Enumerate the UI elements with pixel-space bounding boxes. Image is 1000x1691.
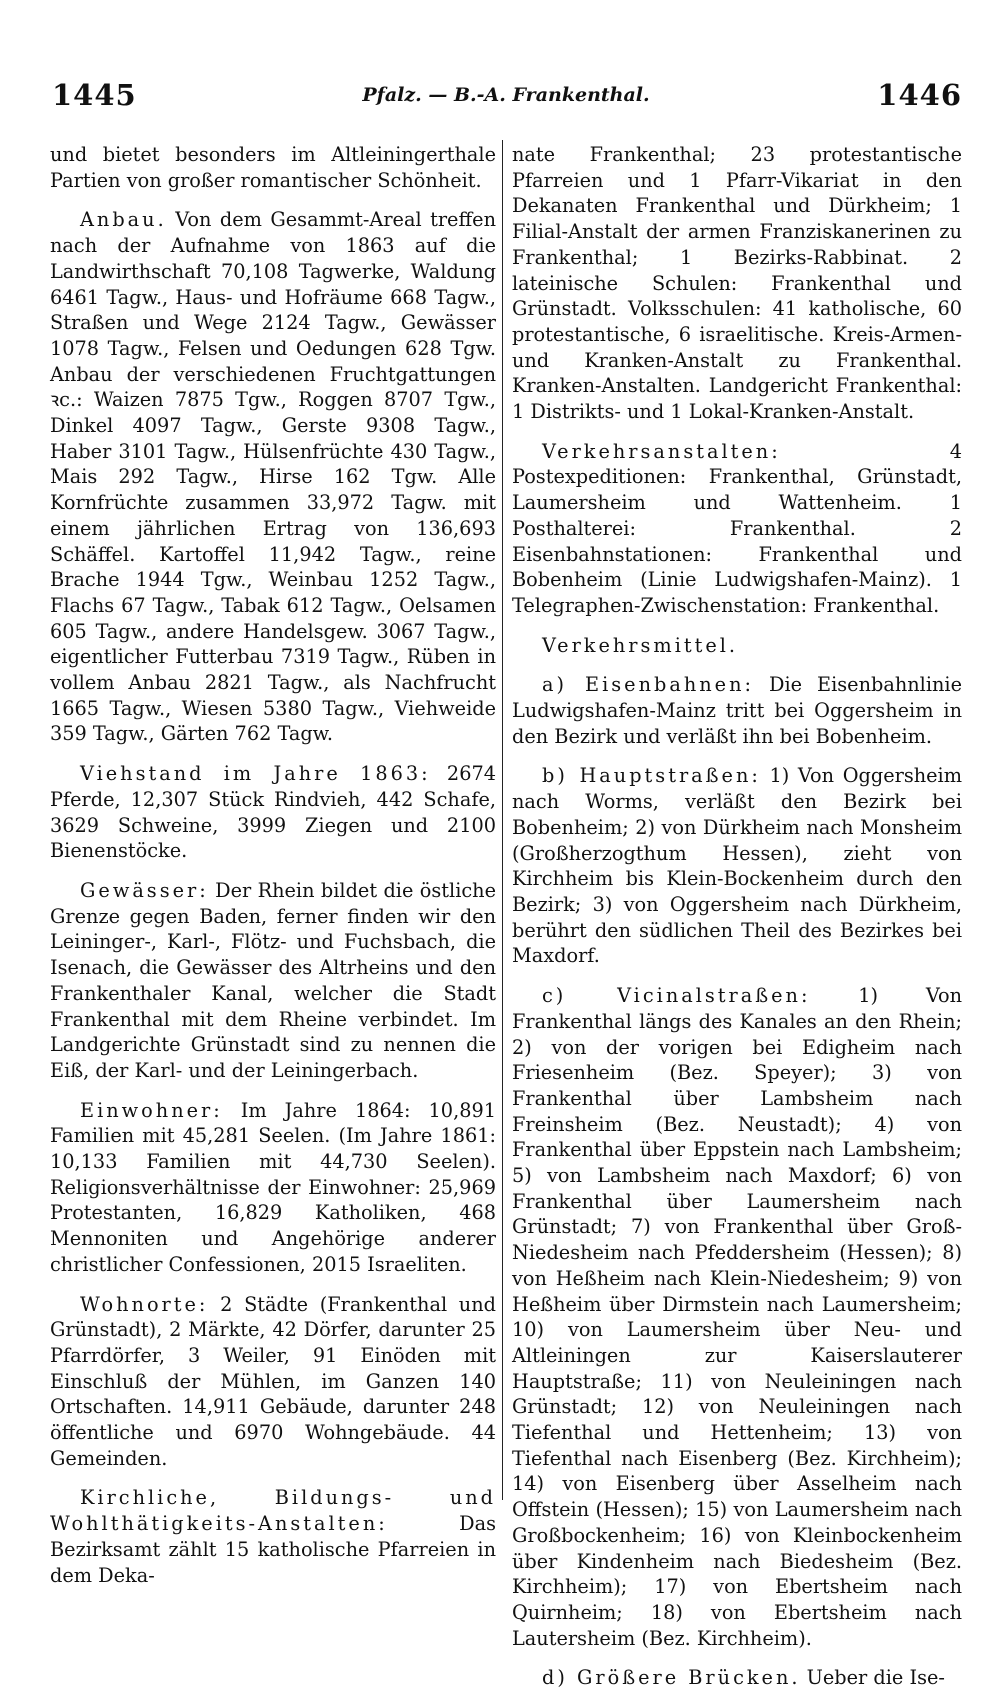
section-heading: Kirchliche, Bildungs- und Wohlthätigkeits-Anstalten: bbox=[50, 1486, 496, 1536]
section-text: Im Jahre 1864: 10,891 Familien mit 45,281 Seelen. (Im Jahre 1861: 10,133 Familien mit 44,730 Seelen). Religionsverhältnisse der Einwohner: 25,969 Protestanten, 16,829 Katholiken, 468 Mennoniten und Angehörige anderer christlicher Confessionen, 2015 Israeliten. bbox=[50, 1098, 496, 1276]
running-title: Pfalz. — B.-A. Frankenthal. bbox=[362, 84, 650, 106]
section-text: 4 Postexpeditionen: Frankenthal, Grünstadt, Laumersheim und Wattenheim. 1 Posthalterei: Frankenthal. 2 Eisenbahnstationen: Frankenthal und Bobenheim (Linie Ludwigshafen-Mainz). 1 Telegraphen-Zwischenstation: Frankenthal. bbox=[512, 439, 962, 617]
paragraph-wohnorte bbox=[50, 1292, 496, 1472]
page-number-left: 1445 bbox=[52, 78, 137, 112]
section-heading: Verkehrsanstalten: bbox=[542, 439, 781, 463]
section-text: Das Bezirksamt zählt 15 katholische Pfarreien in dem Deka- bbox=[50, 1512, 496, 1587]
paragraph-vicinalstrassen bbox=[512, 983, 962, 1651]
section-heading: c) Vicinalstraßen: bbox=[542, 984, 811, 1008]
left-column bbox=[50, 142, 496, 1588]
section-heading: d) Größere Brücken. bbox=[542, 1666, 801, 1690]
paragraph-viehstand bbox=[50, 761, 496, 864]
right-column bbox=[512, 142, 962, 1691]
section-heading: Wohnorte: bbox=[80, 1292, 209, 1316]
section-text: 1) Von Oggersheim nach Worms, verläßt den Bezirk bei Bobenheim; 2) von Dürkheim nach Monsheim (Großherzogthum Hessen), zieht von Kirchheim bis Klein-Bockenheim durch den Bezirk; 3) von Oggersheim nach Dürkheim, berührt den südlichen Theil des Bezirkes bei Maxdorf. bbox=[512, 764, 963, 968]
paragraph-bruecken bbox=[512, 1665, 962, 1691]
section-heading: b) Hauptstraßen: bbox=[542, 764, 761, 788]
paragraph-einwohner bbox=[50, 1098, 496, 1278]
section-text: Der Rhein bildet die östliche Grenze gegen Baden, ferner finden wir den Leininger-, Karl-, Flötz- und Fuchsbach, die Isenach, die Gewässer des Altrheins und den Frankenthaler Kanal, welcher die Stadt Frankenthal mit dem Rheine verbindet. Im Landgerichte Grünstadt sind zu nennen die Eiß, der Karl- und der Leiningerbach. bbox=[50, 878, 496, 1082]
paragraph-hauptstrassen bbox=[512, 763, 962, 969]
paragraph-anbau bbox=[50, 207, 496, 747]
section-heading: a) Eisenbahnen: bbox=[542, 673, 754, 697]
paragraph-verkehrsanstalten bbox=[512, 439, 962, 619]
page-number-right: 1446 bbox=[877, 78, 962, 112]
section-text: 2 Städte (Frankenthal und Grünstadt), 2 Märkte, 42 Dörfer, darunter 25 Pfarrdörfer, 3 Weiler, 91 Einöden mit Einschluß der Mühlen, im Ganzen 140 Ortschaften. 14,911 Gebäude, darunter 248 öffentliche und 6970 Wohngebäude. 44 Gemeinden. bbox=[50, 1292, 496, 1470]
section-heading: Anbau. bbox=[80, 208, 167, 232]
section-text: Von dem Gesammt-Areal treffen nach der Aufnahme von 1863 auf die Landwirthschaft 70,108 Tagwerke, Waldung 6461 Tagw., Haus- und Hofräume 668 Tagw., Straßen und Wege 2124 Tagw., Gewässer 1078 Tagw., Felsen und Oedungen 628 Tgw. Anbau der verschiedenen Fruchtgattungen ꝛc.: Waizen 7875 Tgw., Roggen 8707 Tgw., Dinkel 4097 Tagw., Gerste 9308 Tagw., Haber 3101 Tagw., Hülsenfrüchte 430 Tagw., Mais 292 Tagw., Hirse 162 Tgw. Alle Kornfrüchte zusammen 33,972 Tagw. mit einem jährlichen Ertrag von 136,693 Schäffel. Kartoffel 11,942 Tagw., reine Brache 1944 Tgw., Weinbau 1252 Tagw., Flachs 67 Tagw., Tabak 612 Tagw., Oelsamen 605 Tagw., andere Handelsgew. 3067 Tagw., eigentlicher Futterbau 7319 Tagw., Rüben in vollem Anbau 2821 Tagw., als Nachfrucht 1665 Tagw., Wiesen 5380 Tagw., Viehweide 359 Tagw., Gärten 762 Tagw. bbox=[50, 208, 496, 746]
section-heading: Viehstand im Jahre 1863: bbox=[80, 762, 431, 786]
page-header bbox=[50, 78, 962, 118]
paragraph-continuation: nate Frankenthal; 23 protestantische Pfarreien und 1 Pfarr-Vikariat in den Dekanaten Frankenthal und Dürkheim; 1 Filial-Anstalt der armen Franziskanerinen zu Frankenthal; 1 Bezirks-Rabbinat. 2 lateinische Schulen: Frankenthal und Grünstadt. Volksschulen: 41 katholische, 60 protestantische, 6 israelitische. Kreis-Armen- und Kranken-Anstalt zu Frankenthal. Kranken-Anstalten. Landgericht Frankenthal: 1 Distrikts- und 1 Lokal-Kranken-Anstalt. bbox=[512, 143, 962, 424]
section-text: Die Eisenbahnlinie Ludwigshafen-Mainz tritt bei Oggersheim in den Bezirk und verläßt ihn bei Bobenheim. bbox=[512, 673, 962, 748]
paragraph-verkehrsmittel bbox=[512, 633, 962, 659]
paragraph-eisenbahnen bbox=[512, 672, 962, 749]
section-heading: Einwohner: bbox=[80, 1098, 223, 1122]
section-heading: Verkehrsmittel. bbox=[542, 633, 739, 657]
section-text: Ueber die Ise- bbox=[800, 1666, 945, 1690]
paragraph-kirchliche bbox=[50, 1485, 496, 1588]
paragraph-intro: und bietet besonders im Altleiningerthale Partien von großer romantischer Schönheit. bbox=[50, 143, 496, 192]
section-text: 2674 Pferde, 12,307 Stück Rindvieh, 442 Schafe, 3629 Schweine, 3999 Ziegen und 2100 Bienenstöcke. bbox=[50, 762, 496, 863]
section-text: 1) Von Frankenthal längs des Kanales an den Rhein; 2) von der vorigen bei Edigheim nach Friesenheim (Bez. Speyer); 3) von Frankenthal über Lambsheim nach Freinsheim (Bez. Neustadt); 4) von Frankenthal über Eppstein nach Lambsheim; 5) von Lambsheim nach Maxdorf; 6) von Frankenthal über Laumersheim nach Grünstadt; 7) von Frankenthal über Groß-Niedesheim nach Pfeddersheim (Hessen); 8) von Heßheim nach Klein-Niedesheim; 9) von Heßheim über Dirmstein nach Laumersheim; 10) von Laumersheim über Neu- und Altleiningen zur Kaiserslauterer Hauptstraße; 11) von Neuleiningen nach Grünstadt; 12) von Neuleiningen nach Tiefenthal und Hettenheim; 13) von Tiefenthal nach Eisenberg (Bez. Kirchheim); 14) von Eisenberg über Asselheim nach Offstein (Hessen); 15) von Laumersheim nach Großbockenheim; 16) von Kleinbockenheim über Kindenheim nach Biedesheim (Bez. Kirchheim); 17) von Ebertsheim nach Quirnheim; 18) von Ebertsheim nach Lautersheim (Bez. Kirchheim). bbox=[512, 984, 962, 1650]
section-heading: Gewässer: bbox=[80, 878, 209, 902]
paragraph-gewaesser bbox=[50, 878, 496, 1084]
column-divider bbox=[502, 140, 503, 1500]
